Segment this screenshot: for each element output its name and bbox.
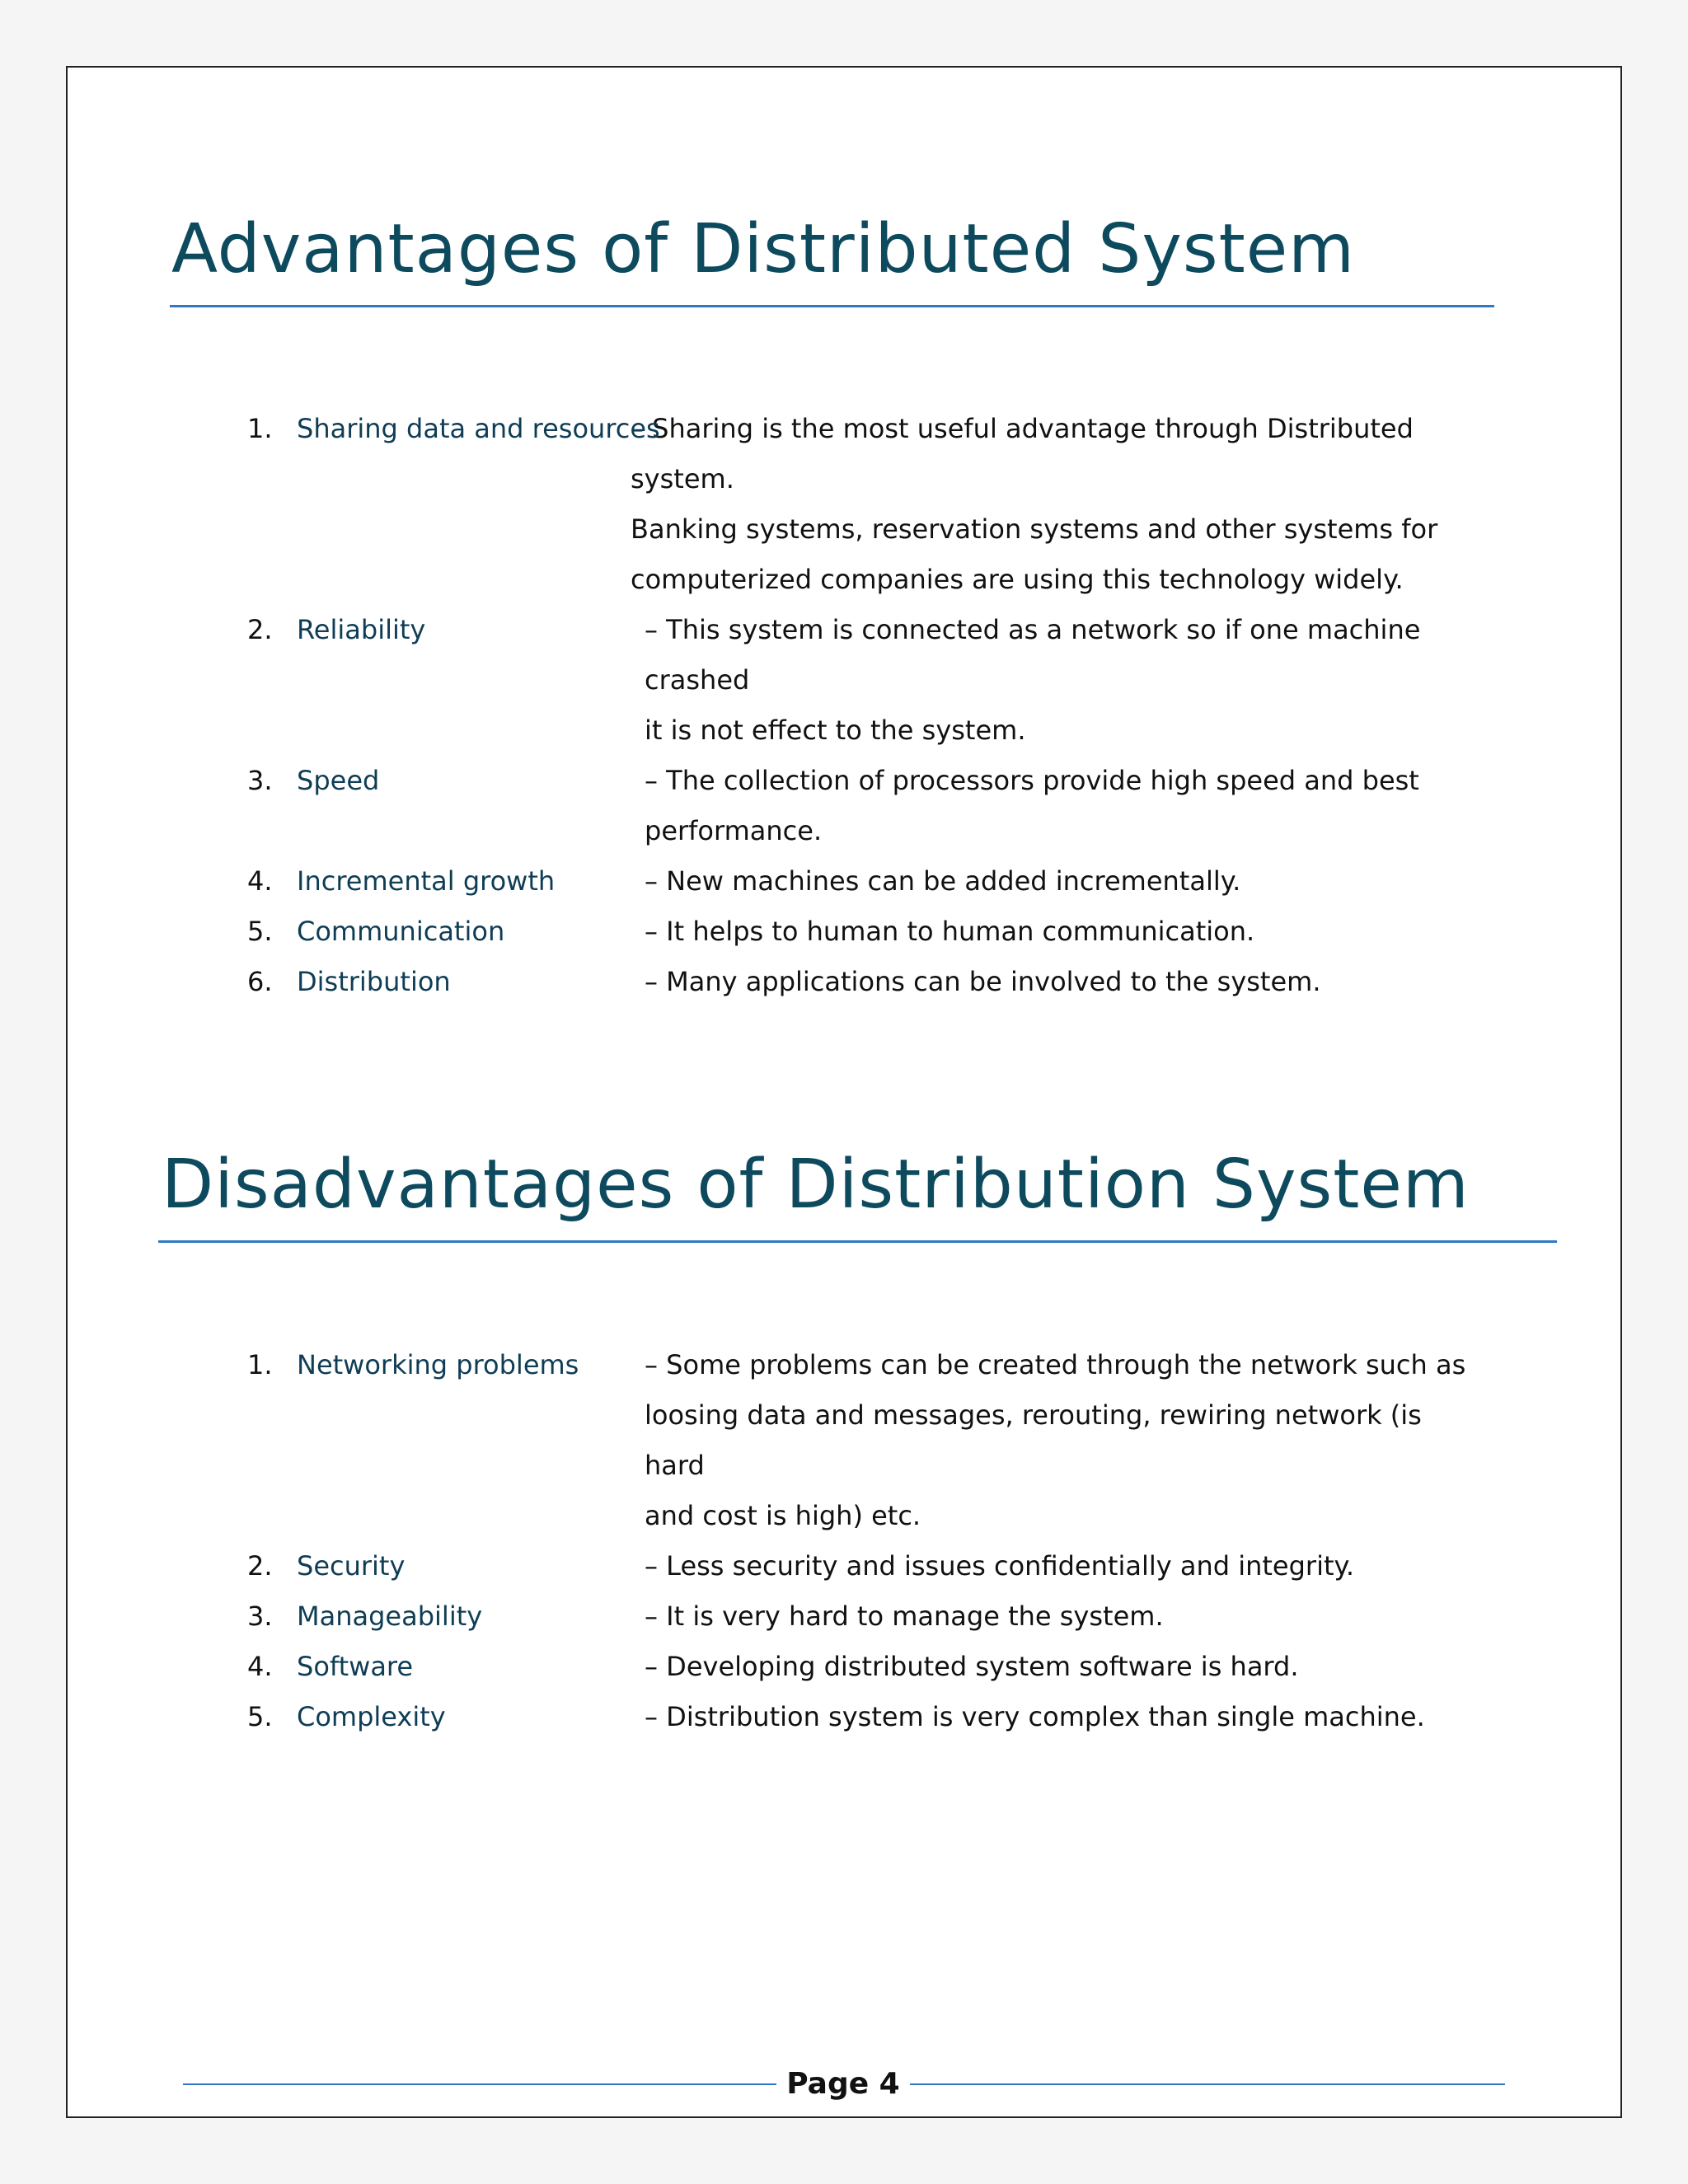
- disadvantages-list: [0, 1340, 1688, 1742]
- item-number: 5.: [247, 916, 273, 947]
- list-item: [0, 1642, 1688, 1692]
- item-term: Complexity: [297, 1701, 446, 1732]
- item-term: Sharing data and resources: [297, 413, 660, 444]
- footer-rule-right: [910, 2083, 1505, 2085]
- item-description: – Sharing is the most useful advantage through Distributed system. Banking systems, reservation systems and other systems for computerized companies are using this technology widely.: [631, 413, 1438, 595]
- list-item: [0, 1541, 1688, 1591]
- advantages-heading: Advantages of Distributed System: [171, 210, 1356, 288]
- item-term: Incremental growth: [297, 865, 556, 897]
- list-item: [0, 957, 1688, 1007]
- item-description: – Distribution system is very complex than single machine.: [645, 1701, 1425, 1732]
- item-term: Distribution: [297, 966, 451, 997]
- item-number: 4.: [247, 865, 273, 897]
- item-number: 4.: [247, 1651, 273, 1682]
- list-item: [0, 1692, 1688, 1742]
- item-description: – Less security and issues confidentially and integrity.: [645, 1550, 1355, 1582]
- disadvantages-heading: Disadvantages of Distribution System: [162, 1146, 1470, 1224]
- list-item: [0, 907, 1688, 957]
- page-frame: [66, 66, 1622, 2118]
- item-term: Speed: [297, 765, 380, 796]
- disadvantages-heading-rule: [158, 1240, 1557, 1243]
- item-description: – Developing distributed system software is hard.: [645, 1651, 1299, 1682]
- item-number: 6.: [247, 966, 273, 997]
- item-number: 1.: [247, 1349, 273, 1380]
- item-term: Manageability: [297, 1601, 483, 1632]
- item-term: Communication: [297, 916, 505, 947]
- list-item: [0, 856, 1688, 907]
- advantages-heading-rule: [170, 305, 1494, 307]
- item-term: Reliability: [297, 614, 426, 645]
- list-item: [0, 404, 1688, 605]
- item-description: – This system is connected as a network so if one machine crashed it is not effect to the system.: [645, 614, 1421, 746]
- item-description: – It helps to human to human communication.: [645, 916, 1255, 947]
- page-number: Page 4: [786, 2067, 900, 2101]
- item-number: 2.: [247, 614, 273, 645]
- item-number: 1.: [247, 413, 273, 444]
- item-description: – New machines can be added incrementally.: [645, 865, 1241, 897]
- list-item: [0, 1591, 1688, 1642]
- item-number: 3.: [247, 765, 273, 796]
- footer-rule-left: [183, 2083, 776, 2085]
- item-description: – Many applications can be involved to the system.: [645, 966, 1321, 997]
- item-term: Software: [297, 1651, 414, 1682]
- item-number: 5.: [247, 1701, 273, 1732]
- list-item: [0, 605, 1688, 756]
- list-item: [0, 1340, 1688, 1541]
- item-term: Security: [297, 1550, 406, 1582]
- item-description: – Some problems can be created through the network such as loosing data and messages, rerouting, rewiring network (is hard and cost is high) etc.: [645, 1349, 1466, 1531]
- list-item: [0, 756, 1688, 856]
- item-term: Networking problems: [297, 1349, 579, 1380]
- item-description: – The collection of processors provide high speed and best performance.: [645, 765, 1419, 846]
- advantages-list: [0, 404, 1688, 1007]
- item-number: 3.: [247, 1601, 273, 1632]
- item-description: – It is very hard to manage the system.: [645, 1601, 1164, 1632]
- item-number: 2.: [247, 1550, 273, 1582]
